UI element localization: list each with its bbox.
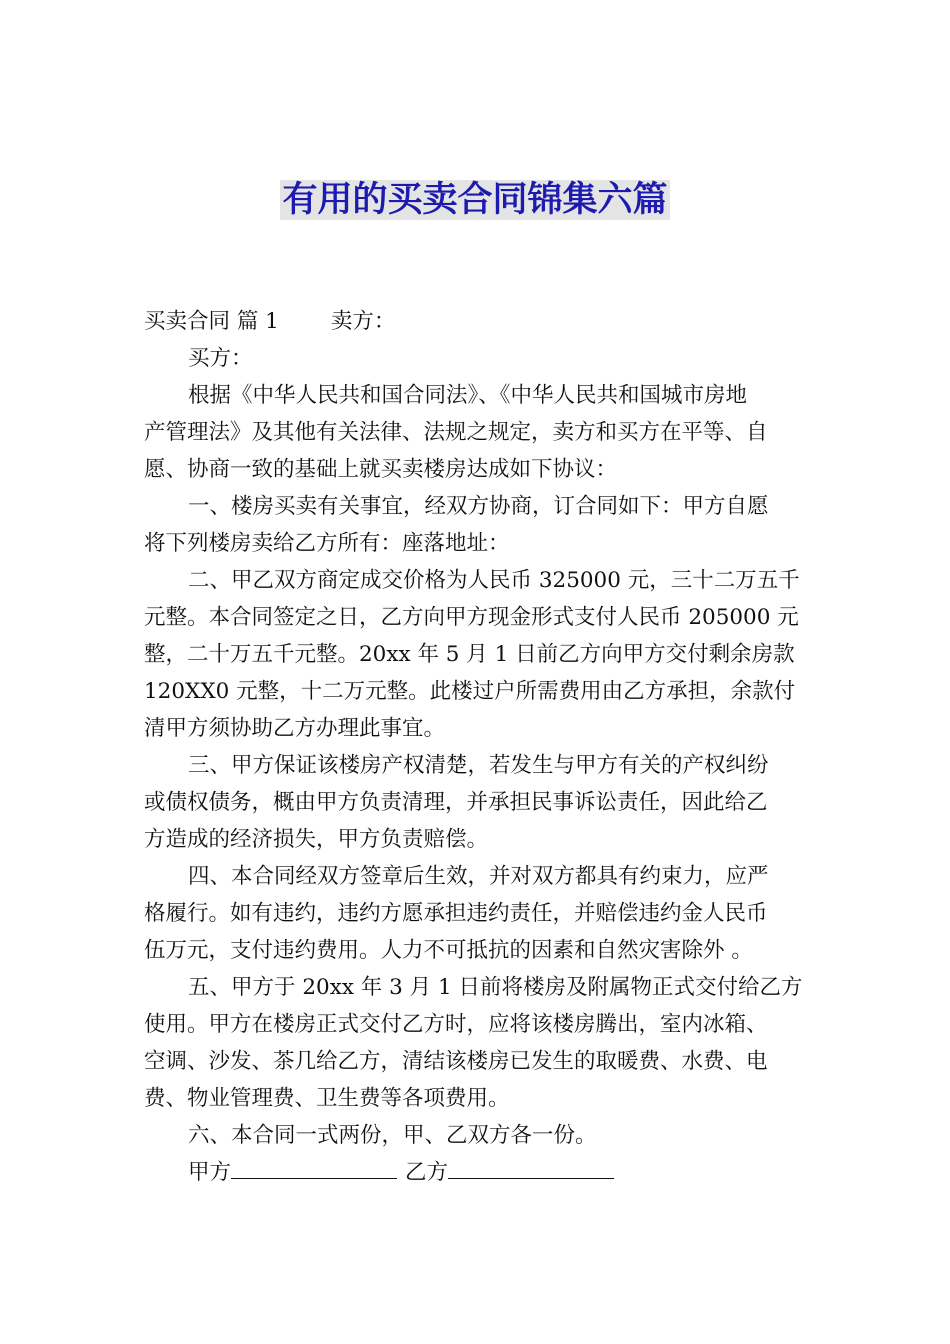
paragraph-line: 伍万元，支付违约费用。人力不可抵抗的因素和自然灾害除外 。 (144, 938, 753, 963)
document-title (0, 176, 950, 224)
paragraph-line: 费、物业管理费、卫生费等各项费用。 (144, 1086, 510, 1111)
paragraph-line: 愿、协商一致的基础上就买卖楼房达成如下协议： (144, 457, 618, 482)
paragraph-line: 一、楼房买卖有关事宜，经双方协商，订合同如下：甲方自愿 (188, 494, 769, 519)
party-b-signature-blank (448, 1154, 614, 1179)
section-label: 买卖合同 篇 1 (144, 309, 279, 334)
paragraph-line: 方造成的经济损失，甲方负责赔偿。 (144, 827, 489, 852)
paragraph-line: 格履行。如有违约，违约方愿承担违约责任，并赔偿违约金人民币 (144, 901, 768, 926)
section-header-line (144, 303, 806, 340)
paragraph-line: 根据《中华人民共和国合同法》、《中华人民共和国城市房地 (188, 383, 748, 408)
signature-line (144, 1154, 806, 1191)
party-a-signature-blank (231, 1154, 397, 1179)
paragraph-line: 四、本合同经双方签章后生效，并对双方都具有约束力，应严 (188, 864, 769, 889)
paragraph-line: 空调、沙发、茶几给乙方，清结该楼房已发生的取暖费、水费、电 (144, 1049, 768, 1074)
paragraph-line: 使用。甲方在楼房正式交付乙方时，应将该楼房腾出，室内冰箱、 (144, 1012, 768, 1037)
document-title-text: 有用的买卖合同锦集六篇 (282, 180, 668, 220)
paragraph-line: 将下列楼房卖给乙方所有：座落地址： (144, 531, 510, 556)
paragraph-line: 三、甲方保证该楼房产权清楚，若发生与甲方有关的产权纠纷 (188, 753, 769, 778)
paragraph-line: 五、甲方于 20xx 年 3 月 1 日前将楼房及附属物正式交付给乙方 (188, 975, 803, 1000)
seller-label: 卖方： (330, 309, 396, 334)
buyer-label: 买方： (188, 346, 253, 371)
party-a-label: 甲方 (188, 1160, 232, 1185)
paragraph-line: 二、甲乙双方商定成交价格为人民币 325000 元，三十二万五千 (188, 568, 800, 593)
paragraph-line: 120XX0 元整，十二万元整。此楼过户所需费用由乙方承担，余款付 (144, 679, 796, 704)
paragraph-line: 整，二十万五千元整。20xx 年 5 月 1 日前乙方向甲方交付剩余房款 (144, 642, 795, 667)
party-b-label: 乙方 (405, 1160, 449, 1185)
paragraph-line: 产管理法》及其他有关法律、法规之规定，卖方和买方在平等、自 (144, 420, 768, 445)
document-body (144, 303, 806, 1191)
paragraph-line: 六、本合同一式两份，甲、乙双方各一份。 (188, 1123, 597, 1148)
paragraph-line: 清甲方须协助乙方办理此事宜。 (144, 716, 446, 741)
paragraph-line: 或债权债务，概由甲方负责清理，并承担民事诉讼责任，因此给乙 (144, 790, 768, 815)
paragraph-line: 元整。本合同签定之日，乙方向甲方现金形式支付人民币 205000 元 (144, 605, 799, 630)
